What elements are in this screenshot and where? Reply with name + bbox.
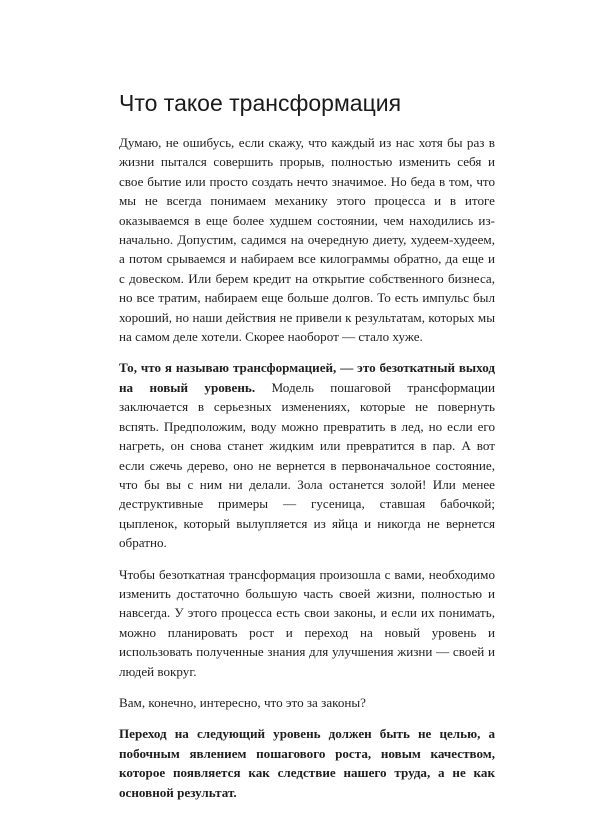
definition-rest: Модель пошаговой трансформации заключается в серьезных изменениях, которые не повернуть вспять. Предположим, воду можно превратить в лед, но если его нагреть, он снова станет жидким или превратится в пар. А вот если сжечь дерево, оно не вернется в первоначальное состояние, что бы вы с ним ни делали. Зола останется золой! Или менее деструктивные примеры — гусеница, ставшая бабочкой; цыпленок, который вылупляется из яйца и никогда не вернется обратно. bbox=[119, 379, 495, 551]
paragraph-laws: Чтобы безоткатная трансформация произошла с вами, необходимо изменить достаточно большую часть своей жизни, полностью и навсегда. У этого процесса есть свои законы, и если их понимать, можно планировать рост и переход на новый уровень и использовать полученные знания для улучшения жизни — своей и людей вокруг. bbox=[119, 566, 495, 679]
paragraph-question: Вам, конечно, интересно, что это за законы? bbox=[119, 694, 366, 710]
paragraph-definition bbox=[119, 358, 495, 552]
conclusion-bold: Переход на следующий уровень должен быть не целью, а побочным явлением пошагового роста, новым качеством, которое появляется как следствие нашего труда, а не как основной результат. bbox=[119, 726, 495, 800]
paragraph-intro: Думаю, не ошибусь, если скажу, что каждый из нас хотя бы раз в жизни пытался совершить прорыв, полностью изменить себя и свое бытие или просто создать нечто значимое. Но беда в том, что мы не всегда понимаем механику этого процесса и в итоге оказываемся в еще более худшем состоянии, чем находились изначально. Допустим, садимся на очередную диету, худеем-худеем, а потом срываемся и набираем все килограммы обратно, да еще и с довеском. Или берем кредит на открытие собственного бизнеса, но все тратим, набираем еще больше долгов. То есть импульс был хороший, но наши действия не привели к результатам, которых мы на самом деле хотели. Скорее наоборот — стало хуже. bbox=[119, 135, 495, 345]
body-text bbox=[119, 133, 495, 814]
definition-bold-lead: То, что я называю трансформацией, — это безоткатный выход на новый уровень. bbox=[119, 360, 495, 395]
paragraph-conclusion bbox=[119, 724, 495, 802]
chapter-heading: Что такое трансформация bbox=[119, 90, 402, 116]
